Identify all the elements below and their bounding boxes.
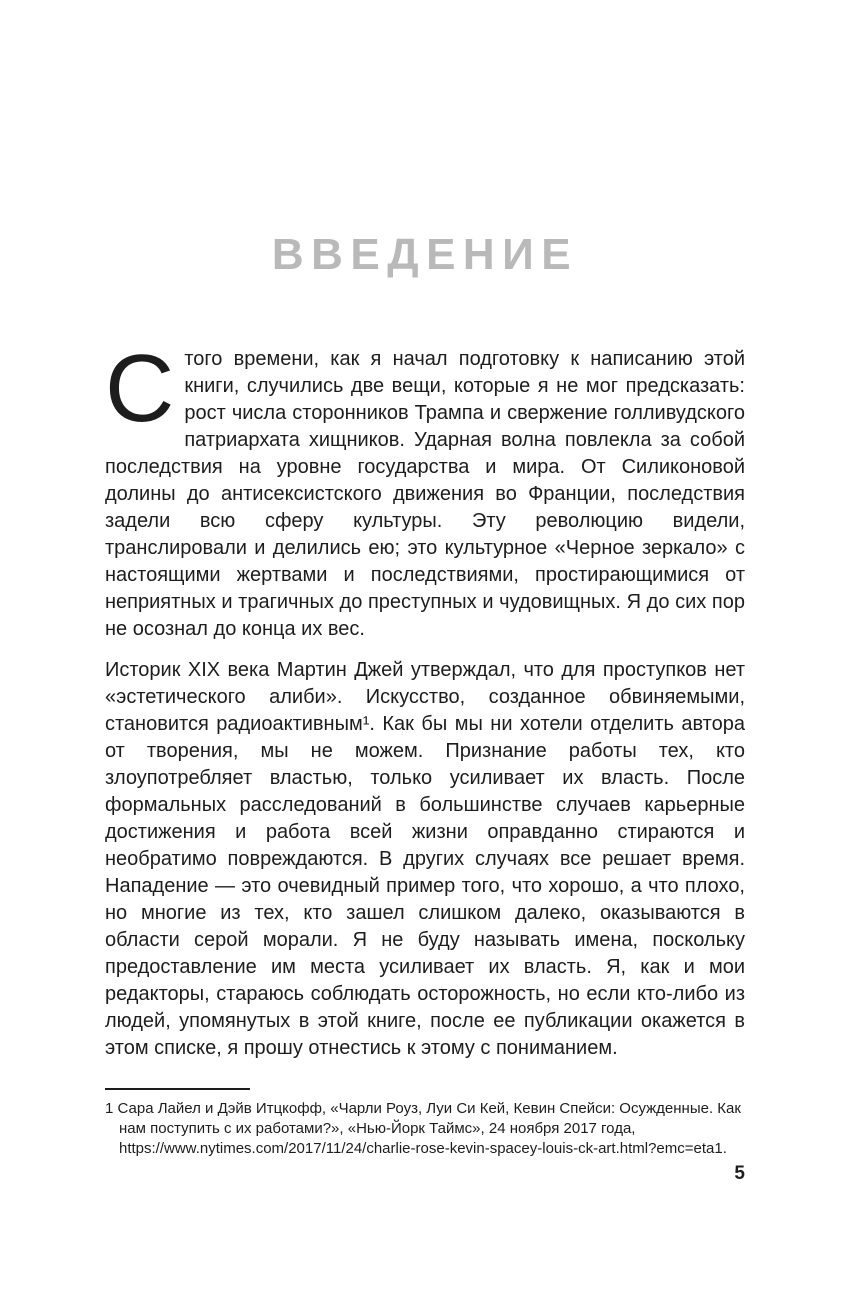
footnote-block xyxy=(105,1088,745,1159)
page-number: 5 xyxy=(734,1163,745,1184)
paragraph-first xyxy=(105,335,745,643)
footnote-text: Сара Лайел и Дэйв Итцкофф, «Чарли Роуз, Луи Си Кей, Кевин Спейси: Осужденные. Как нам поступить с их работами?», «Нью-Йорк Таймс», 24 ноября 2017 года, https://www.nytimes.com/2017/11/24/charlie-rose-kevin-spacey-louis-ck-art.html?emc=eta1. xyxy=(117,1100,741,1157)
body-text xyxy=(105,335,745,1062)
paragraph-first-text: того времени, как я начал подготовку к написанию этой книги, случились две вещи, которые я не мог предсказать: рост числа сторонников Трампа и свержение голливудского патриархата хищников. Ударная волна повлекла за собой последствия на уровне государства и мира. От Силиконовой долины до антисексистского движения во Франции, последствия задели всю сферу культуры. Эту революцию видели, транслировали и делились ею; это культурное «Черное зеркало» с настоящими жертвами и последствиями, простирающимися от неприятных и трагичных до преступных и чудовищных. Я до сих пор не осознал до конца их вес. xyxy=(105,348,745,640)
footnote-divider xyxy=(105,1088,250,1090)
paragraph-second: Историк XIX века Мартин Джей утверждал, что для проступков нет «эстетического алиби». Искусство, созданное обвиняемыми, становится радиоактивным¹. Как бы мы ни хотели отделить автора от творения, мы не можем. Признание работы тех, кто злоупотребляет властью, только усиливает их власть. После формальных расследований в большинстве случаев карьерные достижения и работа всей жизни оправданно стираются и необратимо повреждаются. В других случаях все решает время. Нападение — это очевидный пример того, что хорошо, а что плохо, но многие из тех, кто зашел слишком далеко, оказываются в области серой морали. Я не буду называть имена, поскольку предоставление им места усиливает их власть. Я, как и мои редакторы, стараюсь соблюдать осторожность, но если кто-либо из людей, упомянутых в этой книге, после ее публикации окажется в этом списке, я прошу отнестись к этому с пониманием. xyxy=(105,659,745,1059)
drop-cap: С xyxy=(105,335,175,442)
footnote xyxy=(105,1099,745,1159)
chapter-title: ВВЕДЕНИЕ xyxy=(271,230,579,279)
footnote-marker: 1 xyxy=(105,1100,114,1117)
